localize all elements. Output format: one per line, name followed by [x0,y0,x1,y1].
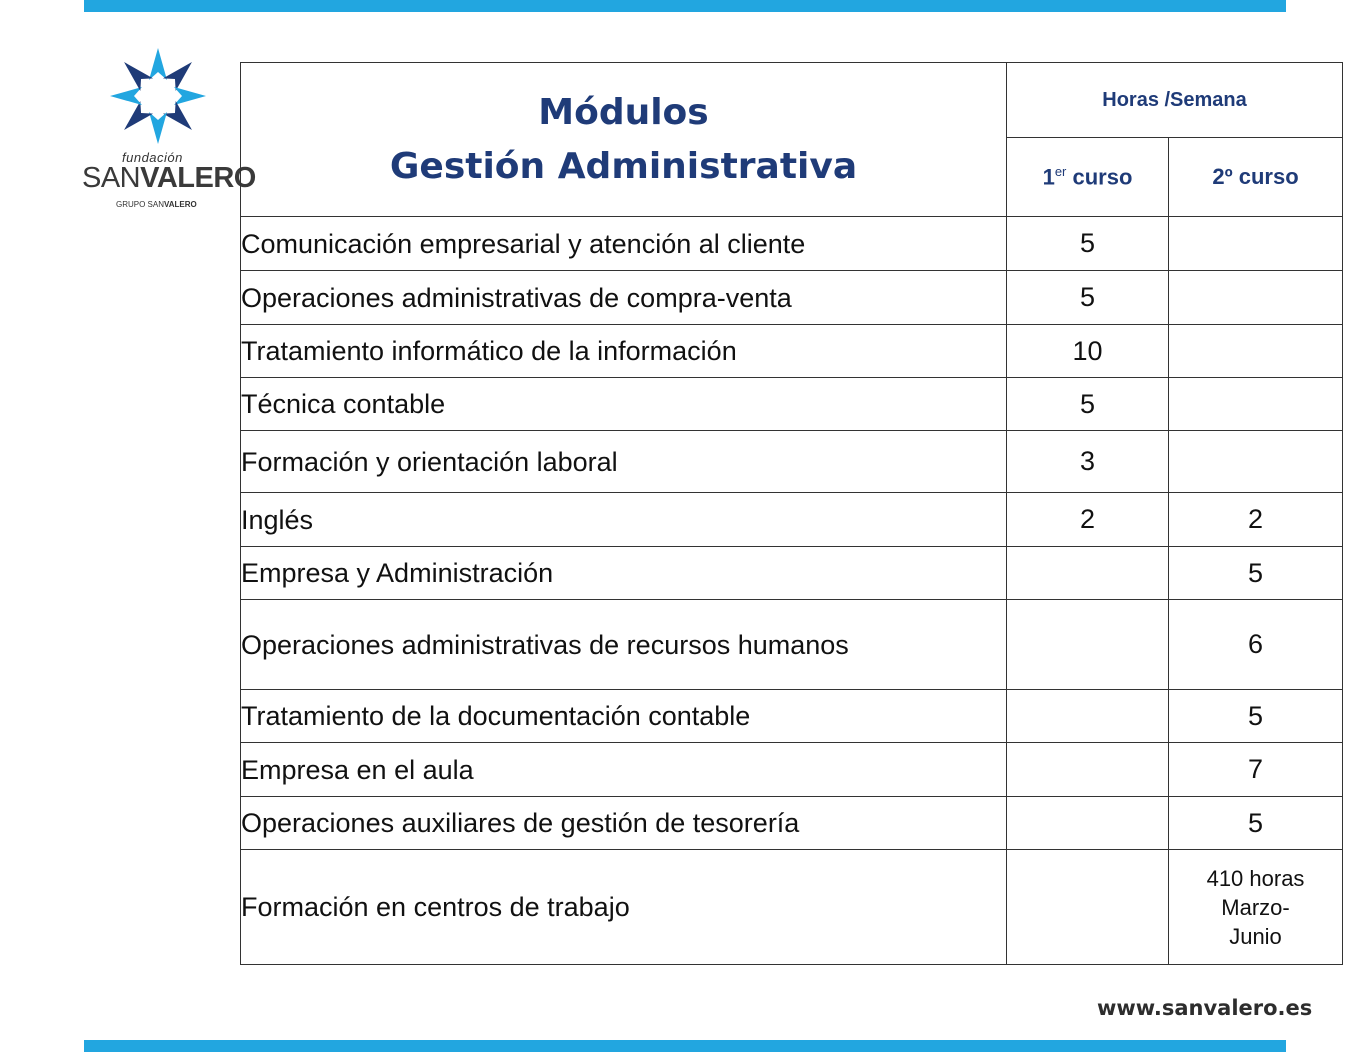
logo-ray-shape [149,48,167,80]
header-row-1 [241,63,1343,138]
bottom-accent-stripe [84,1040,1286,1052]
second-course-hours [1169,325,1343,378]
table-row [241,378,1343,431]
first-course-hours: 5 [1007,271,1169,325]
logo-grupo-light: GRUPO SAN [116,200,165,209]
second-course-hours [1169,271,1343,325]
first-course-hours: 10 [1007,325,1169,378]
logo-ray-shape [149,112,167,144]
second-course-hours: 2 [1169,493,1343,547]
table-row [241,690,1343,743]
first-course-hours: 3 [1007,431,1169,493]
table-row [241,431,1343,493]
first-course-hours: 2 [1007,493,1169,547]
first-course-hours [1007,547,1169,600]
logo-name-light: SAN [82,162,141,194]
second-course-hours: 5 [1169,547,1343,600]
logo-ray-shape [174,87,206,105]
second-course-hours [1169,217,1343,271]
second-course-hours: 6 [1169,600,1343,690]
module-name: Operaciones auxiliares de gestión de tesorería [241,797,1007,850]
first-course-number: 1 [1042,164,1055,190]
star-burst-icon [80,40,240,150]
logo-name [82,162,256,195]
top-accent-stripe [84,0,1286,12]
table-row [241,217,1343,271]
fct-period-line: Junio [1229,923,1282,949]
table-row [241,493,1343,547]
hours-per-week-header: Horas /Semana [1007,63,1343,138]
first-course-hours [1007,850,1169,965]
module-name: Tratamiento de la documentación contable [241,690,1007,743]
module-name: Empresa y Administración [241,547,1007,600]
title-line-1: Módulos [538,91,709,133]
first-course-header [1007,138,1169,217]
table-row [241,797,1343,850]
second-course-hours: 5 [1169,690,1343,743]
second-course-hours [1169,431,1343,493]
first-course-hours: 5 [1007,217,1169,271]
fct-hours-line: 410 horas [1206,865,1305,891]
logo-ray-shape [110,87,142,105]
module-name: Empresa en el aula [241,743,1007,797]
module-name: Operaciones administrativas de recursos humanos [241,600,1007,690]
module-name: Comunicación empresarial y atención al cliente [241,217,1007,271]
second-course-header: 2º curso [1169,138,1343,217]
table-row [241,547,1343,600]
module-name: Tratamiento informático de la información [241,325,1007,378]
logo-ray-shape [163,101,198,136]
logo-grupo-bold: VALERO [164,200,197,209]
first-course-suffix: er [1054,163,1067,179]
san-valero-logo [80,40,256,240]
first-course-word: curso [1066,164,1133,190]
first-course-hours [1007,690,1169,743]
first-course-hours [1007,797,1169,850]
fct-period-line: Marzo- [1221,894,1290,920]
logo-ray-shape [118,101,153,136]
module-name: Técnica contable [241,378,1007,431]
first-course-hours: 5 [1007,378,1169,431]
module-name: Operaciones administrativas de compra-venta [241,271,1007,325]
logo-name-bold: VALERO [140,162,256,194]
second-course-hours: 5 [1169,797,1343,850]
first-course-hours [1007,600,1169,690]
table-row [241,850,1343,965]
module-name: Formación y orientación laboral [241,431,1007,493]
logo-ray-shape [163,56,198,91]
table-row [241,743,1343,797]
module-name: Formación en centros de trabajo [241,850,1007,965]
table-row [241,325,1343,378]
website-url: www.sanvalero.es [1097,996,1313,1020]
logo-grupo [116,200,197,209]
modules-table [240,62,1343,965]
second-course-hours: 7 [1169,743,1343,797]
first-course-hours [1007,743,1169,797]
module-name: Inglés [241,493,1007,547]
title-line-2: Gestión Administrativa [389,145,858,187]
second-course-hours [1169,378,1343,431]
logo-ray-shape [118,56,153,91]
table-title [241,63,1007,217]
table-row [241,600,1343,690]
second-course-hours [1169,850,1343,965]
table-row [241,271,1343,325]
logo-fundacion-text: fundación [122,150,183,165]
